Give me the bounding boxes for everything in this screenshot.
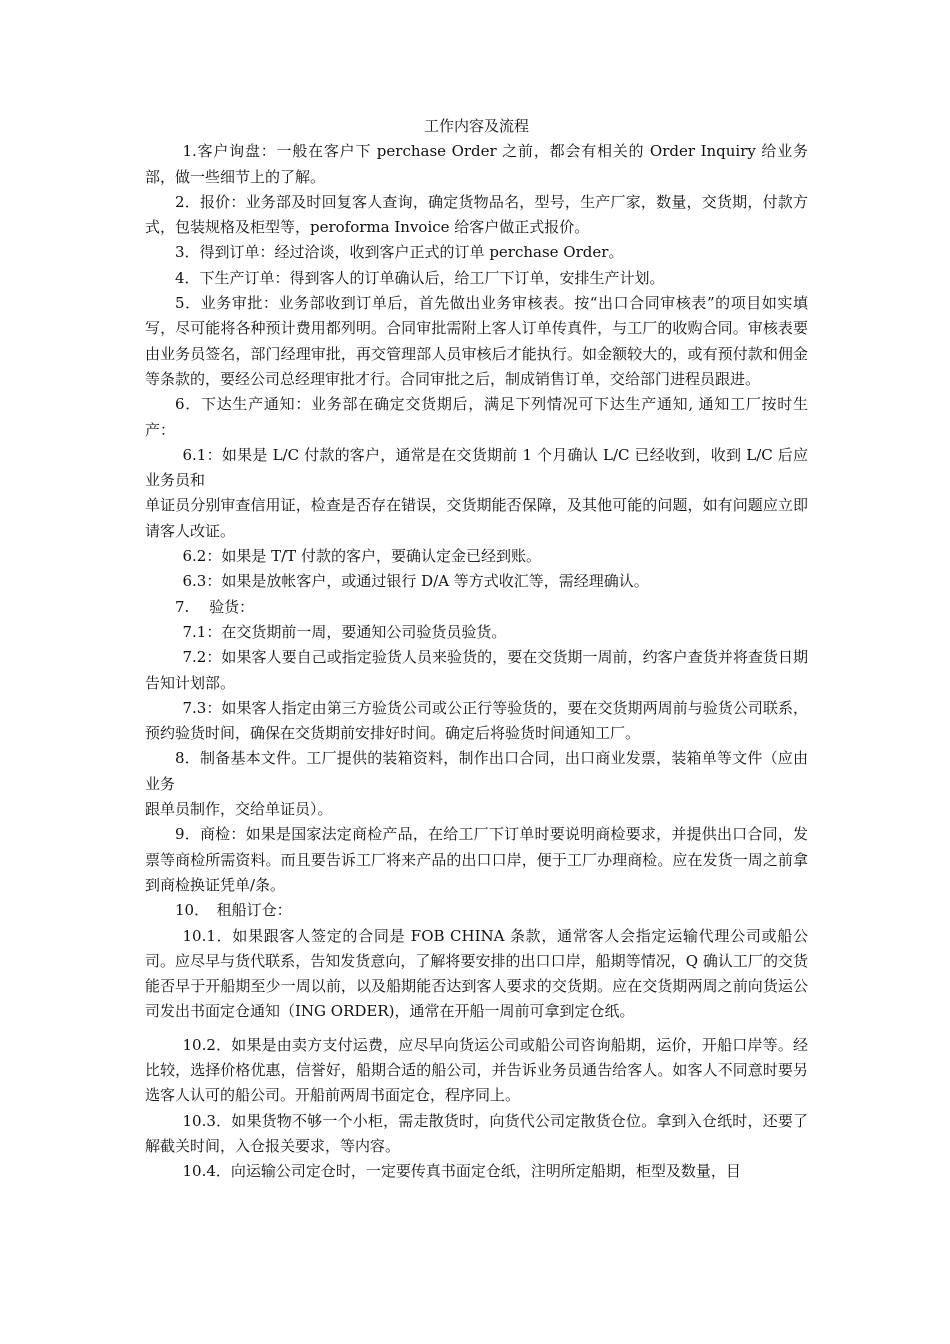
paragraph-3: 3．得到订单：经过洽谈，收到客户正式的订单 perchase Order。 xyxy=(175,243,624,262)
paragraph-10-1: 10.1．如果跟客人签定的合同是 FOB CHINA 条款，通常客人会指定运输代理公司或船公司。应尽早与货代联系，告知发货意向，了解将要安排的出口口岸，船期等情况，Q 确认工厂的交货能否早于开船期至少一周以前，以及船期能否达到客人要求的交货期。应在交货期两周之前向货运公司发出书面定仓通知（ING ORDER)，通常在开船一周前可拿到定仓纸。 xyxy=(145,926,808,1021)
paragraph-10-3: 10.3．如果货物不够一个小柜，需走散货时，向货代公司定散货仓位。拿到入仓纸时，还要了解截关时间，入仓报关要求，等内容。 xyxy=(145,1111,808,1155)
paragraph-7: 7. 验货： xyxy=(175,597,255,616)
paragraph-7-3: 7.3：如果客人指定由第三方验货公司或公正行等验货的，要在交货期两周前与验货公司联系，预约验货时间，确保在交货期前安排好时间。确定后将验货时间通知工厂。 xyxy=(145,698,808,743)
paragraph-2: 2．报价：业务部及时回复客人查询，确定货物品名，型号，生产厂家，数量，交货期，付款方式，包装规格及柜型等，peroforma Invoice 给客户做正式报价。 xyxy=(145,192,808,237)
paragraph-10: 10． 租船订仓： xyxy=(175,901,292,920)
paragraph-5: 5．业务审批：业务部收到订单后，首先做出业务审核表。按“出口合同审核表”的项目如实填写，尽可能将各种预计费用都列明。合同审批需附上客人订单传真件，与工厂的收购合同。审核表要由业务员签名，部门经理审批，再交管理部人员审核后才能执行。如金额较大的，或有预付款和佣金等条款的，要经公司总经理审批才行。合同审批之后，制成销售订单，交给部门进程员跟进。 xyxy=(145,294,808,388)
paragraph-7-1: 7.1：在交货期前一周，要通知公司验货员验货。 xyxy=(182,622,507,641)
paragraph-8-cont: 跟单员制作，交给单证员）。 xyxy=(145,800,333,819)
paragraph-1: 1.客户询盘：一般在客户下 perchase Order 之前，都会有相关的 Order Inquiry 给业务部，做一些细节上的了解。 xyxy=(145,142,808,186)
paragraph-6-1: 6.1：如果是 L/C 付款的客户，通常是在交货期前 1 个月确认 L/C 已经收到，收到 L/C 后应业务员和 xyxy=(145,445,808,490)
paragraph-6-2: 6.2：如果是 T/T 付款的客户，要确认定金已经到账。 xyxy=(182,547,541,566)
document-page xyxy=(145,114,808,1184)
paragraph-10-2: 10.2．如果是由卖方支付运费，应尽早向货运公司或船公司咨询船期，运价，开船口岸等。经比较，选择价格优惠，信誉好，船期合适的船公司，并告诉业务员通告给客人。如客人不同意时要另选客人认可的船公司。开船前两周书面定仓，程序同上。 xyxy=(145,1035,808,1105)
paragraph-6-1-cont: 单证员分别审查信用证，检查是否存在错误，交货期能否保障，及其他可能的问题，如有问题应立即请客人改证。 xyxy=(145,496,808,540)
paragraph-10-4: 10.4．向运输公司定仓时，一定要传真书面定仓纸，注明所定船期，柜型及数量，目 xyxy=(182,1162,741,1181)
paragraph-6: 6．下达生产通知：业务部在确定交货期后，满足下列情况可下达生产通知, 通知工厂按时生产： xyxy=(145,395,808,439)
paragraph-6-3: 6.3：如果是放帐客户，或通过银行 D/A 等方式收汇等，需经理确认。 xyxy=(182,572,649,591)
paragraph-8: 8．制备基本文件。工厂提供的装箱资料，制作出口合同，出口商业发票，装箱单等文件（应由业务 xyxy=(145,749,808,793)
paragraph-7-2: 7.2：如果客人要自己或指定验货人员来验货的，要在交货期一周前，约客户查货并将查货日期告知计划部。 xyxy=(145,648,808,692)
document-title: 工作内容及流程 xyxy=(423,117,529,135)
paragraph-9: 9．商检：如果是国家法定商检产品，在给工厂下订单时要说明商检要求，并提供出口合同，发票等商检所需资料。而且要告诉工厂将来产品的出口口岸，便于工厂办理商检。应在发货一周之前拿到商检换证凭单/条。 xyxy=(145,825,808,894)
paragraph-4: 4．下生产订单：得到客人的订单确认后，给工厂下订单，安排生产计划。 xyxy=(175,268,665,287)
